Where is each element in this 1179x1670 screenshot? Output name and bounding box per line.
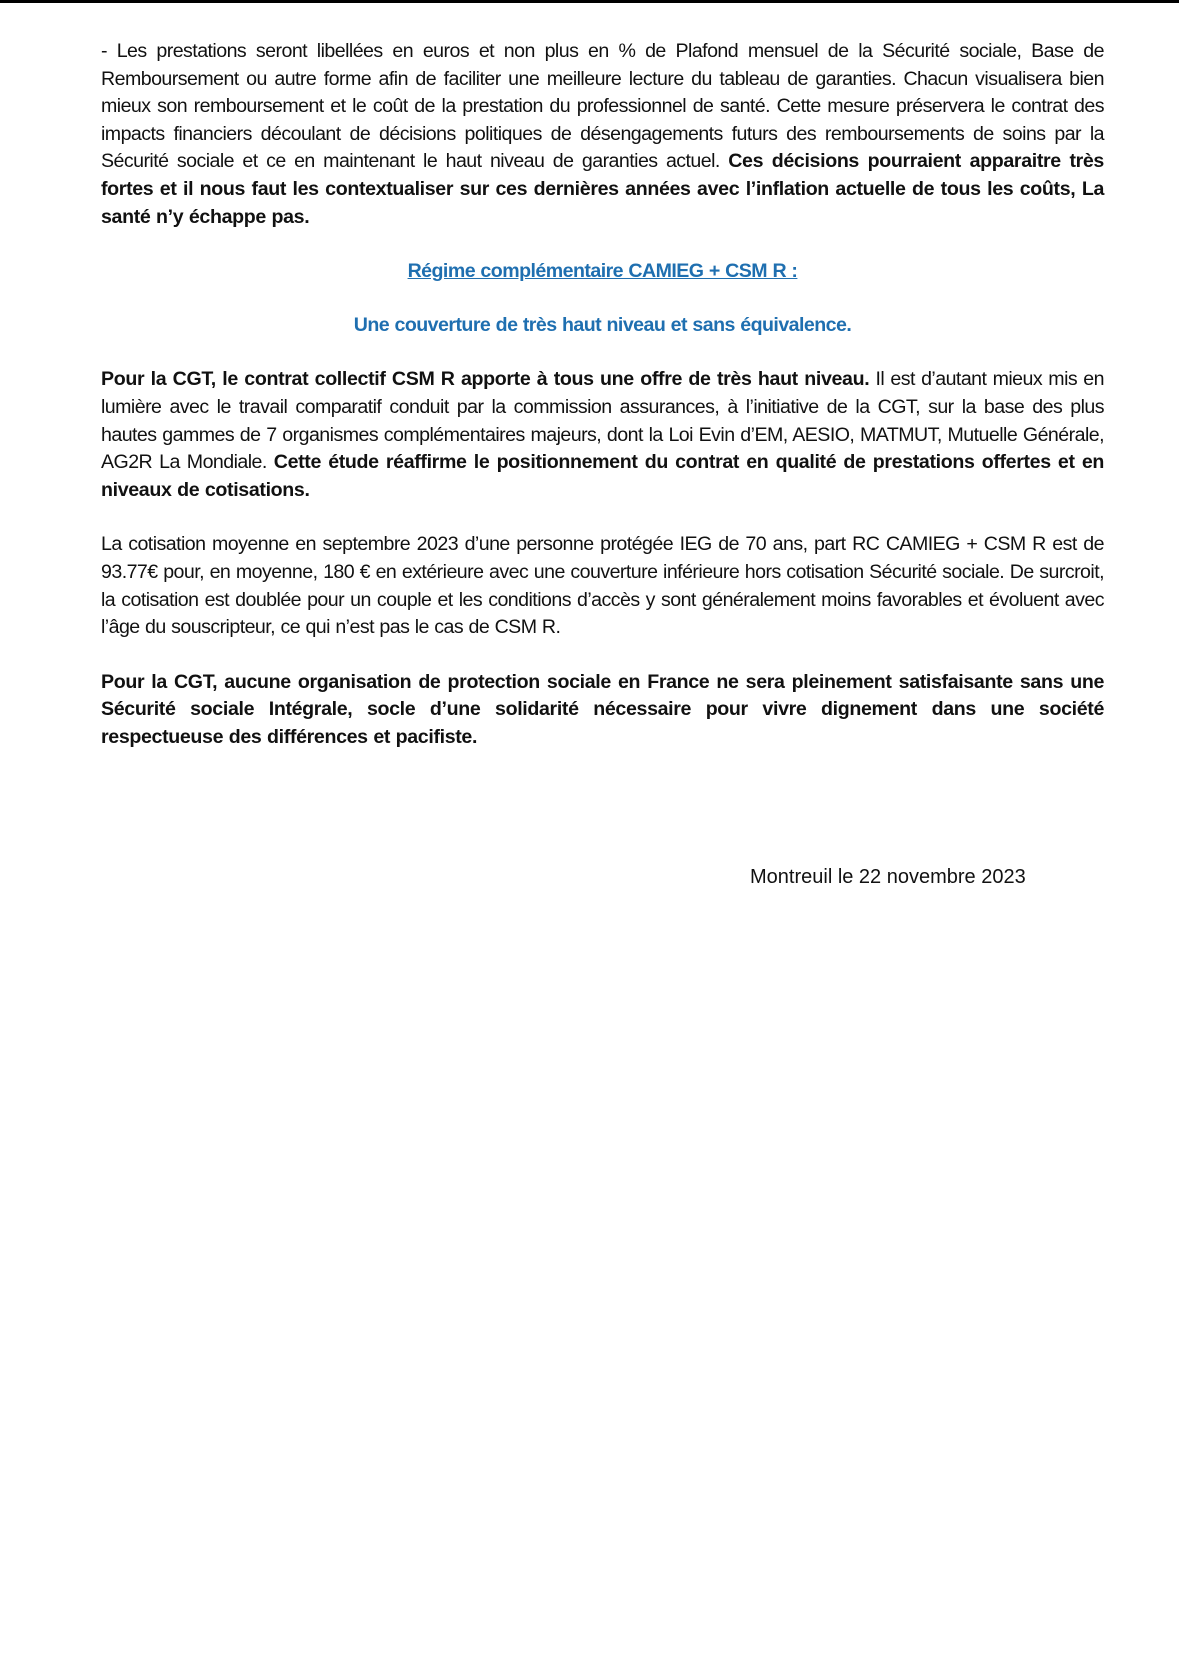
page-top-border xyxy=(0,0,1179,3)
intro-paragraph xyxy=(101,38,1104,231)
cgt-text: Il est d’autant mieux mis en lumière avec le travail comparatif conduit par la commission assurances, à l’initiative de la CGT, sur la base des plus hautes gammes de 7 organismes complémentaires majeurs, dont la Loi Evin d’EM, AESIO, MATMUT, Mutuelle Générale, AG2R La Mondiale. xyxy=(101,368,1105,474)
intro-bold-text: Ces décisions pourraient apparaitre très fortes et il nous faut les contextualiser sur ces dernières années avec l’inflation actuelle de tous les coûts, La santé n’y échappe pas. xyxy=(101,150,1104,228)
spacer xyxy=(101,504,1104,531)
document-page xyxy=(101,38,1104,751)
cgt-bold-lead: Pour la CGT, le contrat collectif CSM R apporte à tous une offre de très haut niveau. xyxy=(101,368,870,391)
spacer xyxy=(101,286,1104,312)
cgt-bold-tail: Cette étude réaffirme le positionnement du contrat en qualité de prestations offertes et en niveaux de cotisations. xyxy=(101,451,1104,501)
spacer xyxy=(101,642,1104,669)
cotisation-paragraph: La cotisation moyenne en septembre 2023 d’une personne protégée IEG de 70 ans, part RC CAMIEG + CSM R est de 93.77€ pour, en moyenne, 180 € en extérieure avec une couverture inférieure hors cotisation Sécurité sociale. De surcroit, la cotisation est doublée pour un couple et les conditions d’accès y sont généralement moins favorables et évoluent avec l’âge du souscripteur, ce qui n’est pas le cas de CSM R. xyxy=(101,533,1104,639)
signature-date: Montreuil le 22 novembre 2023 xyxy=(750,866,1026,888)
spacer xyxy=(101,231,1104,258)
conclusion-paragraph: Pour la CGT, aucune organisation de protection sociale en France ne sera pleinement satisfaisante sans une Sécurité sociale Intégrale, socle d’une solidarité nécessaire pour vivre dignement dans une société respectueuse des différences et pacifiste. xyxy=(101,670,1104,748)
spacer xyxy=(101,339,1104,366)
intro-text: - Les prestations seront libellées en euros et non plus en % de Plafond mensuel de la Sécurité sociale, Base de Remboursement ou autre forme afin de faciliter une meilleure lecture du tableau de garanties. Chacun visualisera bien mieux son remboursement et le coût de la prestation du professionnel de santé. Cette mesure préservera le contrat des impacts financiers découlant de décisions politiques de désengagements futurs des remboursements de soins par la Sécurité sociale et ce en maintenant le haut niveau de garanties actuel. xyxy=(101,40,1104,173)
section-subheading: Une couverture de très haut niveau et sans équivalence. xyxy=(353,313,852,336)
section-heading: Régime complémentaire CAMIEG + CSM R : xyxy=(407,260,798,283)
cgt-paragraph xyxy=(101,366,1104,504)
